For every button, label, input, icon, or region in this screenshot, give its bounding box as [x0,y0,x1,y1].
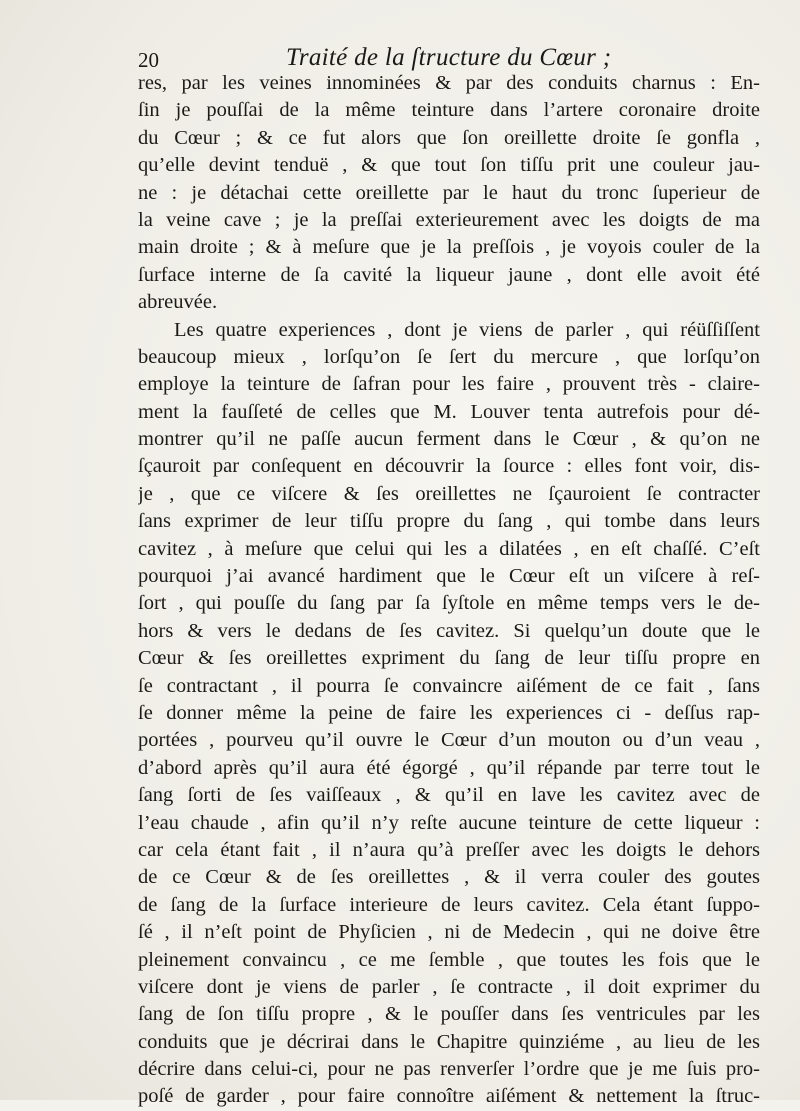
text-line: d’abord après qu’il aura été égorgé , qu’il répande par terre tout le [138,756,760,779]
text-line: cavitez , à meſure que celui qui les a dilatées , en eſt chaſſé. C’eſt [138,537,760,560]
text-line: l’eau chaude , afin qu’il n’y reſte aucune teinture de cette liqueur : [138,811,760,834]
text-line: ſe donner même la peine de faire les experiences ci - deſſus rap- [138,701,760,724]
text-line: de ce Cœur & de ſes oreillettes , & il verra couler des goutes [138,866,760,889]
text-line: poſé de garder , pour faire connoître aiſément & nettement la ſtruc- [138,1085,760,1108]
text-line: employe la teinture de ſafran pour les faire , prouvent très - claire- [138,373,760,396]
text-line: ſang ſorti de ſes vaiſſeaux , & qu’il en lave les cavitez avec de [138,784,760,807]
text-line: viſcere dont je viens de parler , ſe contracte , il doit exprimer du [138,975,760,998]
page-header [138,40,758,74]
page-number: 20 [138,48,159,72]
text-line: ſin je pouſſai de la même teinture dans l’artere coronaire droite [138,99,760,122]
text-line: ment la fauſſeté de celles que M. Louver tenta autrefois pour dé- [138,400,760,423]
text-line: la veine cave ; je la preſſai exterieurement avec les doigts de ma [138,208,760,231]
text-line: pourquoi j’ai avancé hardiment que le Cœur eſt un viſcere à reſ- [138,565,760,588]
text-line: res, par les veines innominées & par des conduits charnus : En- [138,72,760,94]
text-line: je , que ce viſcere & ſes oreillettes ne ſçauroient ſe contracter [138,482,760,505]
text-line: ſort , qui pouſſe du ſang par ſa ſyſtole en même temps vers le de- [138,592,760,615]
text-line: ſe contractant , il pourra ſe convaincre aiſément de ce fait , ſans [138,674,760,697]
text-line: pleinement convaincu , ce me ſemble , que toutes les fois que le [138,948,760,971]
body-text [138,70,760,1111]
text-line: Cœur & ſes oreillettes expriment du ſang de leur tiſſu propre en [138,647,760,670]
text-line: beaucoup mieux , lorſqu’on ſe ſert du mercure , que lorſqu’on [138,345,760,368]
running-title: Traité de la ſtructure du Cœur ; [286,44,612,71]
text-line: qu’elle devint tenduë , & que tout ſon tiſſu prit une couleur jau- [138,154,760,177]
text-line: ſurface interne de ſa cavité la liqueur jaune , dont elle avoit été [138,263,760,286]
text-line: ſé , il n’eſt point de Phyſicien , ni de Medecin , qui ne doive être [138,921,760,944]
text-line: de ſang de la ſurface interieure de leurs cavitez. Cela étant ſuppo- [138,893,760,916]
paragraph-start-line: Les quatre experiences , dont je viens de parler , qui réüſſiſſent [174,318,760,341]
text-line: portées , pourveu qu’il ouvre le Cœur d’un mouton ou d’un veau , [138,729,760,752]
text-line: du Cœur ; & ce fut alors que ſon oreillette droite ſe gonfla , [138,126,760,149]
text-line: conduits que je décrirai dans le Chapitre quinziéme , au lieu de les [138,1030,760,1053]
text-line: ſans exprimer de leur tiſſu propre du ſang , qui tombe dans leurs [138,510,760,533]
text-line: car cela étant fait , il n’aura qu’à preſſer avec les doigts le dehors [138,838,760,861]
text-line: ſang de ſon tiſſu propre , & le pouſſer dans ſes ventricules par les [138,1003,760,1026]
text-line: hors & vers le dedans de ſes cavitez. Si quelqu’un doute que le [138,619,760,642]
text-line: main droite ; & à meſure que je la preſſois , je voyois couler de la [138,236,760,259]
text-line: décrire dans celui-ci, pour ne pas renverſer l’ordre que je me ſuis pro- [138,1058,760,1081]
text-line: abreuvée. [138,291,218,314]
text-line: ne : je détachai cette oreillette par le haut du tronc ſuperieur de [138,181,760,204]
text-line: montrer qu’il ne paſſe aucun ferment dans le Cœur , & qu’on ne [138,428,760,451]
text-line: ſçauroit par conſequent en découvrir la ſource : elles font voir, dis- [138,455,760,478]
